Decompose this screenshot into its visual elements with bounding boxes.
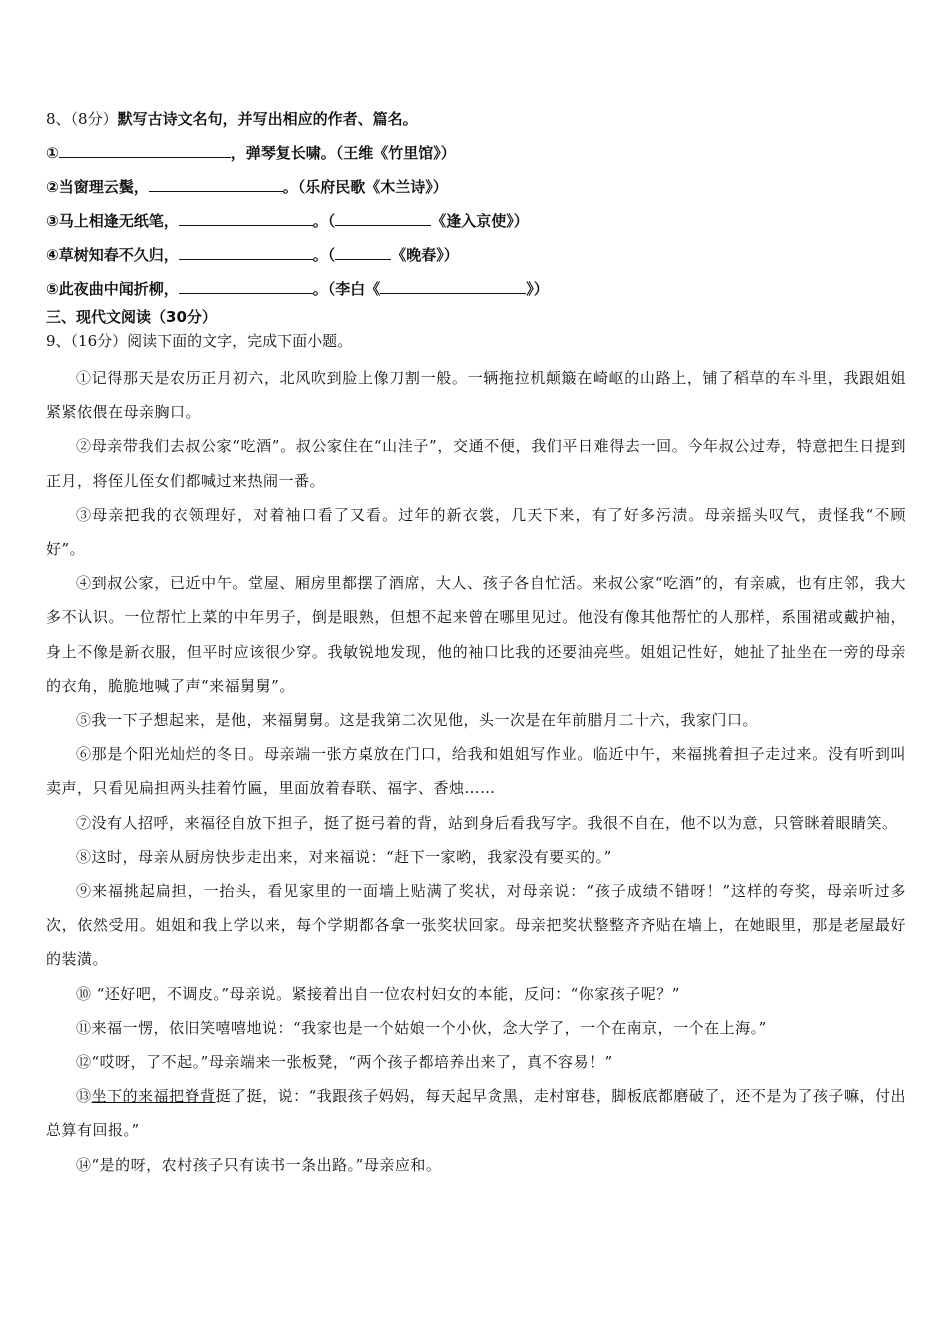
item-mark: ① bbox=[46, 144, 59, 162]
paragraph: ⑦没有人招呼，来福径自放下担子，挺了挺弓着的背，站到身后看我写字。我很不自在，他不以为意，只管眯着眼睛笑。 bbox=[76, 813, 898, 832]
underlined-phrase: 坐下的来福把脊背 bbox=[91, 1087, 216, 1106]
item-text: 马上相逢无纸笔， bbox=[58, 212, 179, 230]
paragraph: ⑧这时，母亲从厨房快步走出来，对来福说：“赶下一家哟，我家没有要买的。” bbox=[76, 847, 612, 866]
paragraph: ③母亲把我的衣领理好，对着袖口看了又看。过年的新衣裳，几天下来，有了好多污渍。母亲摇头叹气，责怪我“不顾好”。 bbox=[46, 505, 906, 559]
item-mark: ④ bbox=[46, 246, 59, 264]
question-8-header bbox=[46, 102, 549, 136]
title-blank[interactable] bbox=[380, 275, 526, 294]
item-text: 。（李白《 bbox=[312, 280, 381, 298]
item-text: 。（ bbox=[312, 212, 336, 230]
answer-blank[interactable] bbox=[59, 139, 231, 158]
paragraph: ①记得那天是农历正月初六，北风吹到脸上像刀割一般。一辆拖拉机颠簸在崎岖的山路上，铺了稻草的车斗里，我跟姐姐紧紧依偎在母亲胸口。 bbox=[46, 369, 906, 422]
paragraph-13 bbox=[46, 1079, 906, 1147]
poem-line-1 bbox=[46, 136, 549, 170]
paragraph: ⑭“是的呀，农村孩子只有读书一条出路。”母亲应和。 bbox=[76, 1155, 442, 1174]
item-text: 当窗理云鬓， bbox=[58, 178, 149, 196]
item-text: 《晚春》） bbox=[391, 246, 459, 264]
paragraph: ⑥那是个阳光灿烂的冬日。母亲端一张方桌放在门口，给我和姐姐写作业。临近中午，来福挑着担子走过来。没有听到叫卖声，只看见扁担两头挂着竹匾，里面放着春联、福字、香烛…… bbox=[46, 745, 906, 798]
author-blank[interactable] bbox=[335, 241, 391, 260]
item-text: 》） bbox=[526, 280, 549, 298]
author-blank[interactable] bbox=[335, 207, 431, 226]
answer-blank[interactable] bbox=[179, 207, 313, 226]
question-number: 8、 bbox=[46, 110, 71, 128]
item-text: ，弹琴复长啸。（王维《竹里馆》） bbox=[230, 144, 456, 162]
paragraph: ⑨来福挑起扁担，一抬头，看见家里的一面墙上贴满了奖状，对母亲说：“孩子成绩不错呀！”这样的夸奖，母亲听过多次，依然受用。姐姐和我上学以来，每个学期都各拿一张奖状回家。母亲把奖状整整齐齐贴在墙上，在她眼里，那是老屋最好的装潢。 bbox=[46, 882, 906, 969]
reading-passage bbox=[46, 361, 906, 1182]
item-mark: ⑤ bbox=[46, 280, 59, 298]
poem-line-4 bbox=[46, 238, 549, 272]
answer-blank[interactable] bbox=[179, 241, 313, 260]
item-text: 。（ bbox=[312, 246, 336, 264]
paragraph: ⑪来福一愣，依旧笑嘻嘻地说：“我家也是一个姑娘一个小伙，念大学了，一个在南京，一个在上海。” bbox=[76, 1018, 767, 1037]
item-text: 草树知春不久归， bbox=[58, 246, 179, 264]
poem-line-3 bbox=[46, 204, 549, 238]
question-instruction: 默写古诗文名句，并写出相应的作者、篇名。 bbox=[117, 110, 418, 128]
section-title: 三、现代文阅读（30分） bbox=[46, 308, 217, 326]
item-mark: ② bbox=[46, 178, 59, 196]
question-8 bbox=[46, 102, 549, 306]
paragraph: ④到叔公家，已近中午。堂屋、厢房里都摆了酒席，大人、孩子各自忙活。来叔公家“吃酒”的，有亲戚，也有庄邻，我大多不认识。一位帮忙上菜的中年男子，倒是眼熟，但想不起来曾在哪里见过。他没有像其他帮忙的人那样，系围裙或戴护袖，身上不像是新衣服，但平时应该很少穿。我敏锐地发现，他的袖口比我的还要油亮些。姐姐记性好，她扯了扯坐在一旁的母亲的衣角，脆脆地喊了声“来福舅舅”。 bbox=[46, 574, 906, 695]
paragraph-text: 挺了挺，说：“我跟孩子妈妈，每天起早贪黑，走村窜巷，脚板底都磨破了，还不是为了孩子嘛，付出总算有回报。” bbox=[46, 1087, 906, 1140]
paragraph: ⑤我一下子想起来，是他，来福舅舅。这是我第二次见他，头一次是在年前腊月二十六，我家门口。 bbox=[76, 711, 759, 730]
paragraph: ⑩ “还好吧，不调皮。”母亲说。紧接着出自一位农村妇女的本能，反问：“你家孩子呢？” bbox=[76, 984, 680, 1003]
paragraph-number: ⑬ bbox=[76, 1087, 92, 1106]
poem-line-5 bbox=[46, 272, 549, 306]
question-score: （8分） bbox=[70, 110, 118, 128]
item-mark: ③ bbox=[46, 212, 59, 230]
item-text: 此夜曲中闻折柳， bbox=[58, 280, 179, 298]
answer-blank[interactable] bbox=[149, 173, 283, 192]
item-text: 。（乐府民歌《木兰诗》） bbox=[282, 178, 448, 196]
poem-line-2 bbox=[46, 170, 549, 204]
paragraph: ⑫“哎呀，了不起。”母亲端来一张板凳，“两个孩子都培养出来了，真不容易！” bbox=[76, 1053, 613, 1072]
answer-blank[interactable] bbox=[179, 275, 313, 294]
paragraph: ②母亲带我们去叔公家“吃酒”。叔公家住在“山洼子”，交通不便，我们平日难得去一回。今年叔公过寿，特意把生日提到正月，将侄儿侄女们都喊过来热闹一番。 bbox=[46, 437, 906, 490]
question-9-header: 9、（16分）阅读下面的文字，完成下面小题。 bbox=[46, 332, 353, 350]
item-text: 《逢入京使》） bbox=[431, 212, 529, 230]
